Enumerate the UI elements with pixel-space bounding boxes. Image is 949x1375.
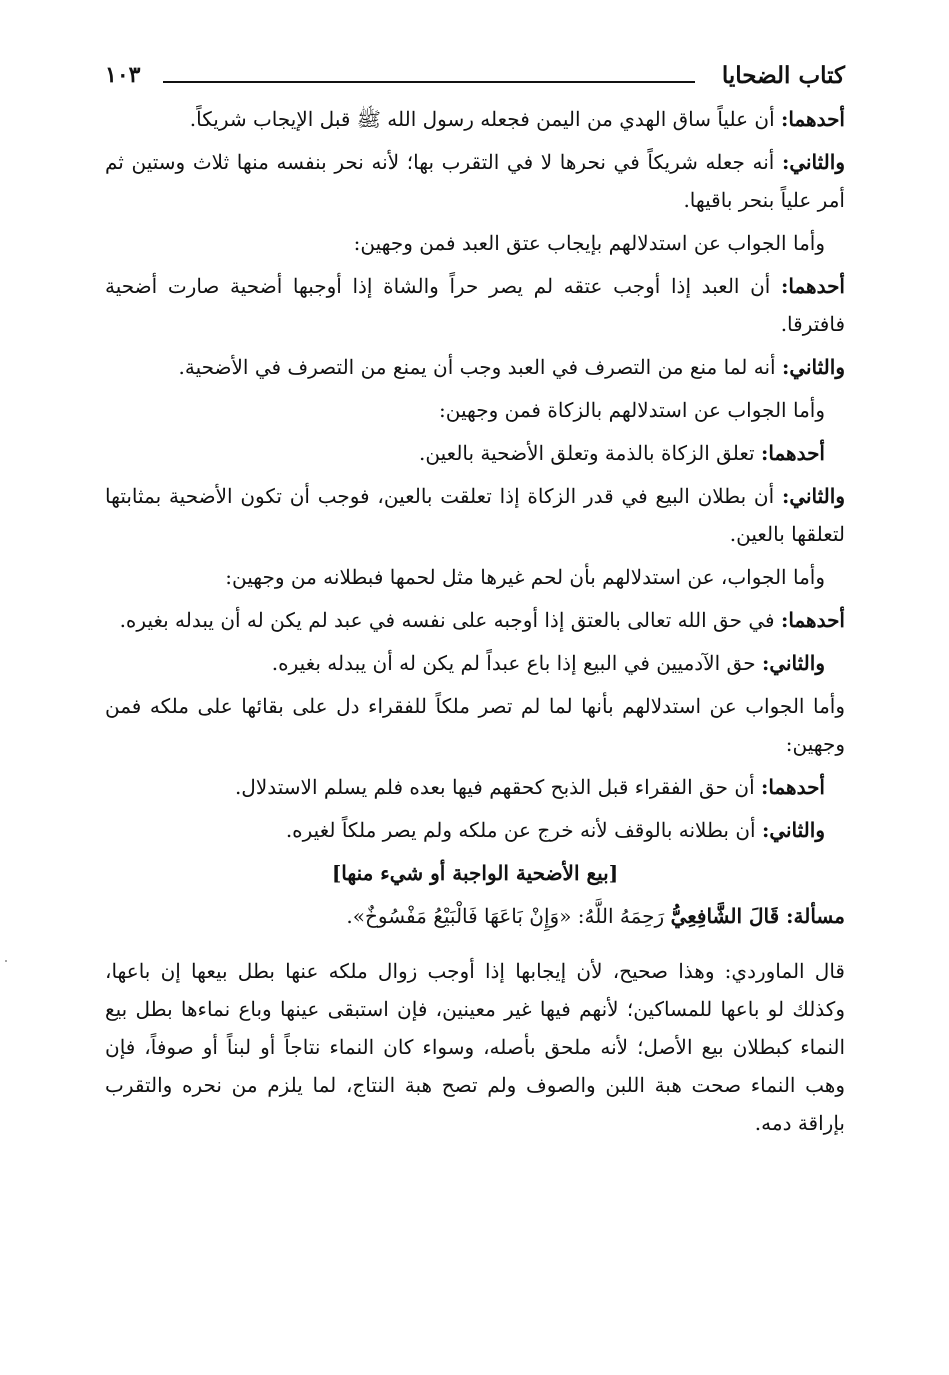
paragraph-text: أن العبد إذا أوجب عتقه لم يصر حراً والشاة إذا أوجبها أضحية صارت أضحية فافترقا.: [105, 274, 845, 336]
paragraph-lead: والثاني:: [761, 818, 825, 842]
paragraph-text: أن علياً ساق الهدي من اليمن فجعله رسول الله ﷺ قبل الإيجاب شريكاً.: [189, 107, 781, 131]
paragraph-text: أنه لما منع من التصرف في العبد وجب أن يمنع من التصرف في الأضحية.: [178, 355, 782, 379]
paragraph-lead: أحدهما:: [780, 608, 845, 632]
paragraph-text: أن بطلانه بالوقف لأنه خرج عن ملكه ولم يصر ملكاً لغيره.: [285, 818, 762, 842]
chapter-title: كتاب الضحايا: [721, 62, 845, 89]
paragraph-lead: أحدهما:: [780, 274, 845, 298]
paragraph-text: أنه جعله شريكاً في نحرها لا في التقرب بها؛ لأنه نحر بنفسه منها ثلاث وستين ثم أمر علياً بنحر باقيها.: [105, 150, 845, 212]
paragraph-15: [105, 897, 845, 935]
paragraph-13: [105, 768, 845, 806]
scan-speck: [5, 960, 7, 962]
paragraph-text: وأما الجواب عن استدلالهم بأنها لما لم تصر ملكاً للفقراء دل على بقائها على ملكه فمن وجهين:: [105, 694, 845, 756]
paragraph-lead: والثاني:: [781, 355, 845, 379]
paragraph-1: [105, 100, 845, 138]
paragraph-text: أن بطلان البيع في قدر الزكاة إذا تعلقت بالعين، فوجب أن تكون الأضحية بمثابتها لتعلقها بالعين.: [105, 484, 845, 546]
paragraph-4: [105, 267, 845, 343]
paragraph-text: وأما الجواب، عن استدلالهم بأن لحم غيرها مثل لحمها فبطلانه من وجهين:: [225, 565, 825, 589]
paragraph-lead: أحدهما:: [780, 107, 845, 131]
page-number: ١٠٣: [105, 62, 141, 88]
running-head: [105, 60, 845, 100]
spacer: [105, 940, 845, 952]
paragraph-lead: والثاني:: [781, 150, 845, 174]
paragraph-10: [105, 601, 845, 639]
paragraph-12: [105, 687, 845, 763]
paragraph-lead: أحدهما:: [760, 441, 825, 465]
paragraph-9: [105, 558, 845, 596]
header-rule: [163, 81, 695, 83]
paragraph-lead: أحدهما:: [760, 775, 825, 799]
paragraph-text: أن حق الفقراء قبل الذبح كحقهم فيها بعده فلم يسلم الاستدلال.: [234, 775, 761, 799]
paragraph-7: [105, 434, 845, 472]
paragraph-text: وأما الجواب عن استدلالهم بالزكاة فمن وجهين:: [439, 398, 825, 422]
paragraph-text: رَحِمَهُ اللَّهُ: «وَإِنْ بَاعَهَا فَالْبَيْعُ مَفْسُوخٌ».: [346, 904, 671, 928]
paragraph-text: تعلق الزكاة بالذمة وتعلق الأضحية بالعين.: [419, 441, 761, 465]
paragraph-11: [105, 644, 845, 682]
paragraph-text: قال الماوردي: وهذا صحيح، لأن إيجابها إذا أوجب زوال ملكه عنها بطل بيعها إن باعها، وكذلك لو باعها للمساكين؛ لأنهم فيها غير معينين، فإن استبقى عينها وباع نماءها بطل بيع النماء كبطلان بيع الأصل؛ لأنه ملحق بأصله، وسواء كان النماء نتاجاً أو لبناً أو صوفاً، فإن وهب النماء صحت هبة اللبن والصوف ولم تصح هبة النتاج، لما يلزم من نحره والتقرب بإراقة دمه.: [105, 959, 845, 1135]
paragraph-3: [105, 224, 845, 262]
paragraph-lead: والثاني:: [781, 484, 845, 508]
paragraph-lead: والثاني:: [761, 651, 825, 675]
paragraph-text: في حق الله تعالى بالعتق إذا أوجبه على نفسه في عبد لم يكن له أن يبدله بغيره.: [119, 608, 781, 632]
paragraph-8: [105, 477, 845, 553]
paragraph-lead: مسألة: قَالَ الشَّافِعِيُّ: [670, 904, 845, 928]
paragraph-5: [105, 348, 845, 386]
paragraph-text: وأما الجواب عن استدلالهم بإيجاب عتق العبد فمن وجهين:: [353, 231, 825, 255]
page-body: [105, 100, 845, 1147]
paragraph-16: [105, 952, 845, 1142]
paragraph-14: [105, 811, 845, 849]
paragraph-2: [105, 143, 845, 219]
section-heading: [بيع الأضحية الواجبة أو شيء منها]: [331, 861, 619, 885]
paragraph-6: [105, 391, 845, 429]
paragraph-text: حق الآدميين في البيع إذا باع عبداً لم يكن له أن يبدله بغيره.: [271, 651, 762, 675]
